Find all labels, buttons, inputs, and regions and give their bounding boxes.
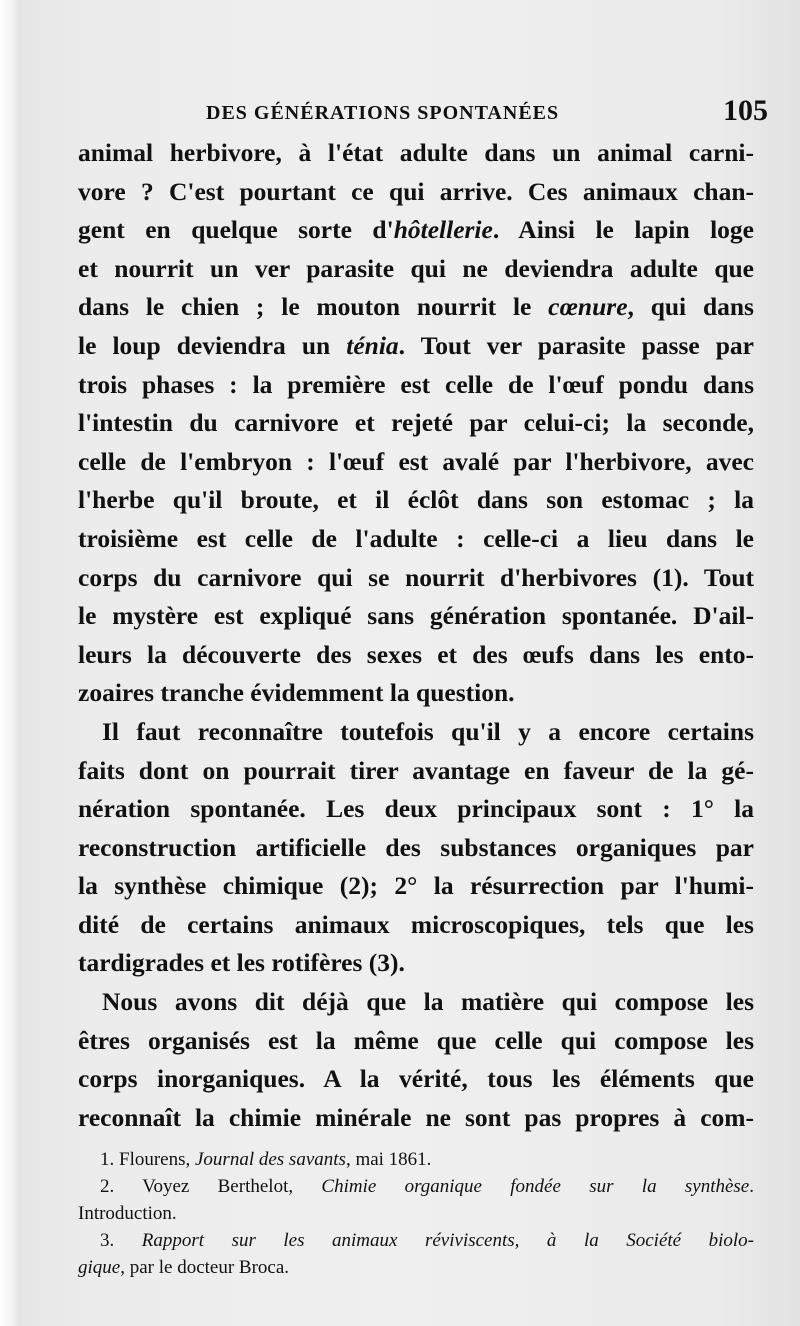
text-run: animal herbivore, à l'état adulte dans un animal carni-	[78, 138, 754, 167]
text-line	[78, 790, 754, 829]
text-run: la synthèse chimique (2); 2° la résurrection par l'humi-	[78, 871, 754, 901]
italic-text: Rapport sur les animaux réviviscents, à la Société biolo-	[141, 1230, 755, 1251]
page-edge-shadow	[0, 0, 20, 1326]
italic-text: Chimie organique fondée sur la synthèse	[321, 1176, 750, 1197]
text-line	[78, 366, 754, 405]
italic-text: hôtellerie	[393, 215, 493, 245]
text-line	[78, 481, 754, 520]
text-run: 1. Flourens,	[100, 1149, 195, 1170]
text-line	[78, 443, 754, 482]
body-text	[78, 134, 754, 1137]
text-run: Nous avons dit déjà que la matière qui compose les	[102, 987, 754, 1017]
text-run: faits dont on pourrait tirer avantage en faveur de la gé-	[78, 755, 754, 785]
text-line	[78, 327, 754, 366]
text-run: corps inorganiques. A la vérité, tous les éléments que	[78, 1064, 754, 1094]
text-run: . Ainsi le lapin loge	[492, 215, 755, 245]
text-run: le loup deviendra un	[78, 330, 347, 360]
text-run: corps du carnivore qui se nourrit d'herbivores (1). Tout	[78, 562, 754, 592]
italic-text: gique	[78, 1257, 121, 1278]
text-line	[78, 1022, 754, 1061]
text-run: leurs la découverte des sexes et des œufs dans les ento-	[78, 639, 754, 669]
running-title: DES GÉNÉRATIONS SPONTANÉES	[206, 102, 560, 124]
text-run: celle de l'embryon : l'œuf est avalé par l'herbivore, avec	[78, 446, 754, 476]
text-run: Introduction.	[78, 1203, 177, 1224]
text-run: 3.	[100, 1230, 142, 1251]
text-run: , par le docteur Broca.	[120, 1257, 290, 1278]
text-run: trois phases : la première est celle de l'œuf pondu dans	[78, 369, 754, 399]
text-line	[78, 134, 754, 173]
text-line	[78, 173, 754, 212]
text-run: , mai 1861.	[345, 1149, 432, 1170]
text-run: vore ? C'est pourtant ce qui arrive. Ces animaux chan-	[78, 176, 754, 206]
text-run: êtres organisés est la même que celle qui compose les	[78, 1025, 754, 1055]
footnotes	[78, 1146, 754, 1281]
page-number: 105	[723, 94, 768, 127]
text-line	[78, 559, 754, 598]
text-line	[78, 867, 754, 906]
text-run: nération spontanée. Les deux principaux sont : 1° la	[78, 794, 754, 824]
text-line	[78, 829, 754, 868]
text-line	[78, 906, 754, 945]
italic-text: cœnure	[548, 292, 628, 322]
text-line	[78, 288, 754, 327]
text-run: reconnaît la chimie minérale ne sont pas propres à com-	[78, 1102, 754, 1132]
text-line	[78, 404, 754, 443]
text-run: zoaires tranche évidemment la question.	[78, 678, 515, 708]
text-run: l'herbe qu'il broute, et il éclôt dans son estomac ; la	[78, 485, 754, 515]
footnote-line	[78, 1227, 754, 1254]
text-line	[78, 211, 754, 250]
footnote-line	[78, 1173, 754, 1200]
italic-text: ténia	[346, 330, 399, 360]
text-run: . Tout ver parasite passe par	[398, 330, 754, 360]
text-line	[78, 1099, 754, 1138]
text-run: troisième est celle de l'adulte : celle-ci a lieu dans le	[78, 523, 754, 553]
text-run: .	[749, 1176, 754, 1197]
text-run: le mystère est expliqué sans génération spontanée. D'ail-	[78, 601, 754, 631]
text-line	[78, 752, 754, 791]
text-line	[78, 636, 754, 675]
italic-text: Journal des savants	[195, 1149, 346, 1170]
text-run: Il faut reconnaître toutefois qu'il y a encore certains	[102, 716, 754, 746]
running-head	[78, 96, 768, 136]
text-run: dité de certains animaux microscopiques, tels que les	[78, 909, 754, 939]
text-run: 2. Voyez Berthelot,	[100, 1176, 322, 1197]
text-run: dans le chien ; le mouton nourrit le	[78, 292, 549, 322]
text-line	[78, 944, 754, 983]
text-line	[78, 983, 754, 1022]
text-run: reconstruction artificielle des substances organiques par	[78, 832, 754, 862]
text-run: l'intestin du carnivore et rejeté par celui-ci; la seconde,	[78, 408, 754, 438]
text-line	[78, 250, 754, 289]
text-line	[78, 597, 754, 636]
text-line	[78, 1060, 754, 1099]
text-run: tardigrades et les rotifères (3).	[78, 948, 405, 978]
text-run: gent en quelque sorte d'	[78, 215, 394, 245]
footnote-line	[78, 1200, 754, 1227]
text-run: , qui dans	[627, 292, 754, 322]
text-run: et nourrit un ver parasite qui ne deviendra adulte que	[78, 253, 754, 283]
footnote-line	[78, 1146, 754, 1173]
text-line	[78, 520, 754, 559]
text-line	[78, 674, 754, 713]
footnote-line	[78, 1254, 754, 1281]
text-line	[78, 713, 754, 752]
